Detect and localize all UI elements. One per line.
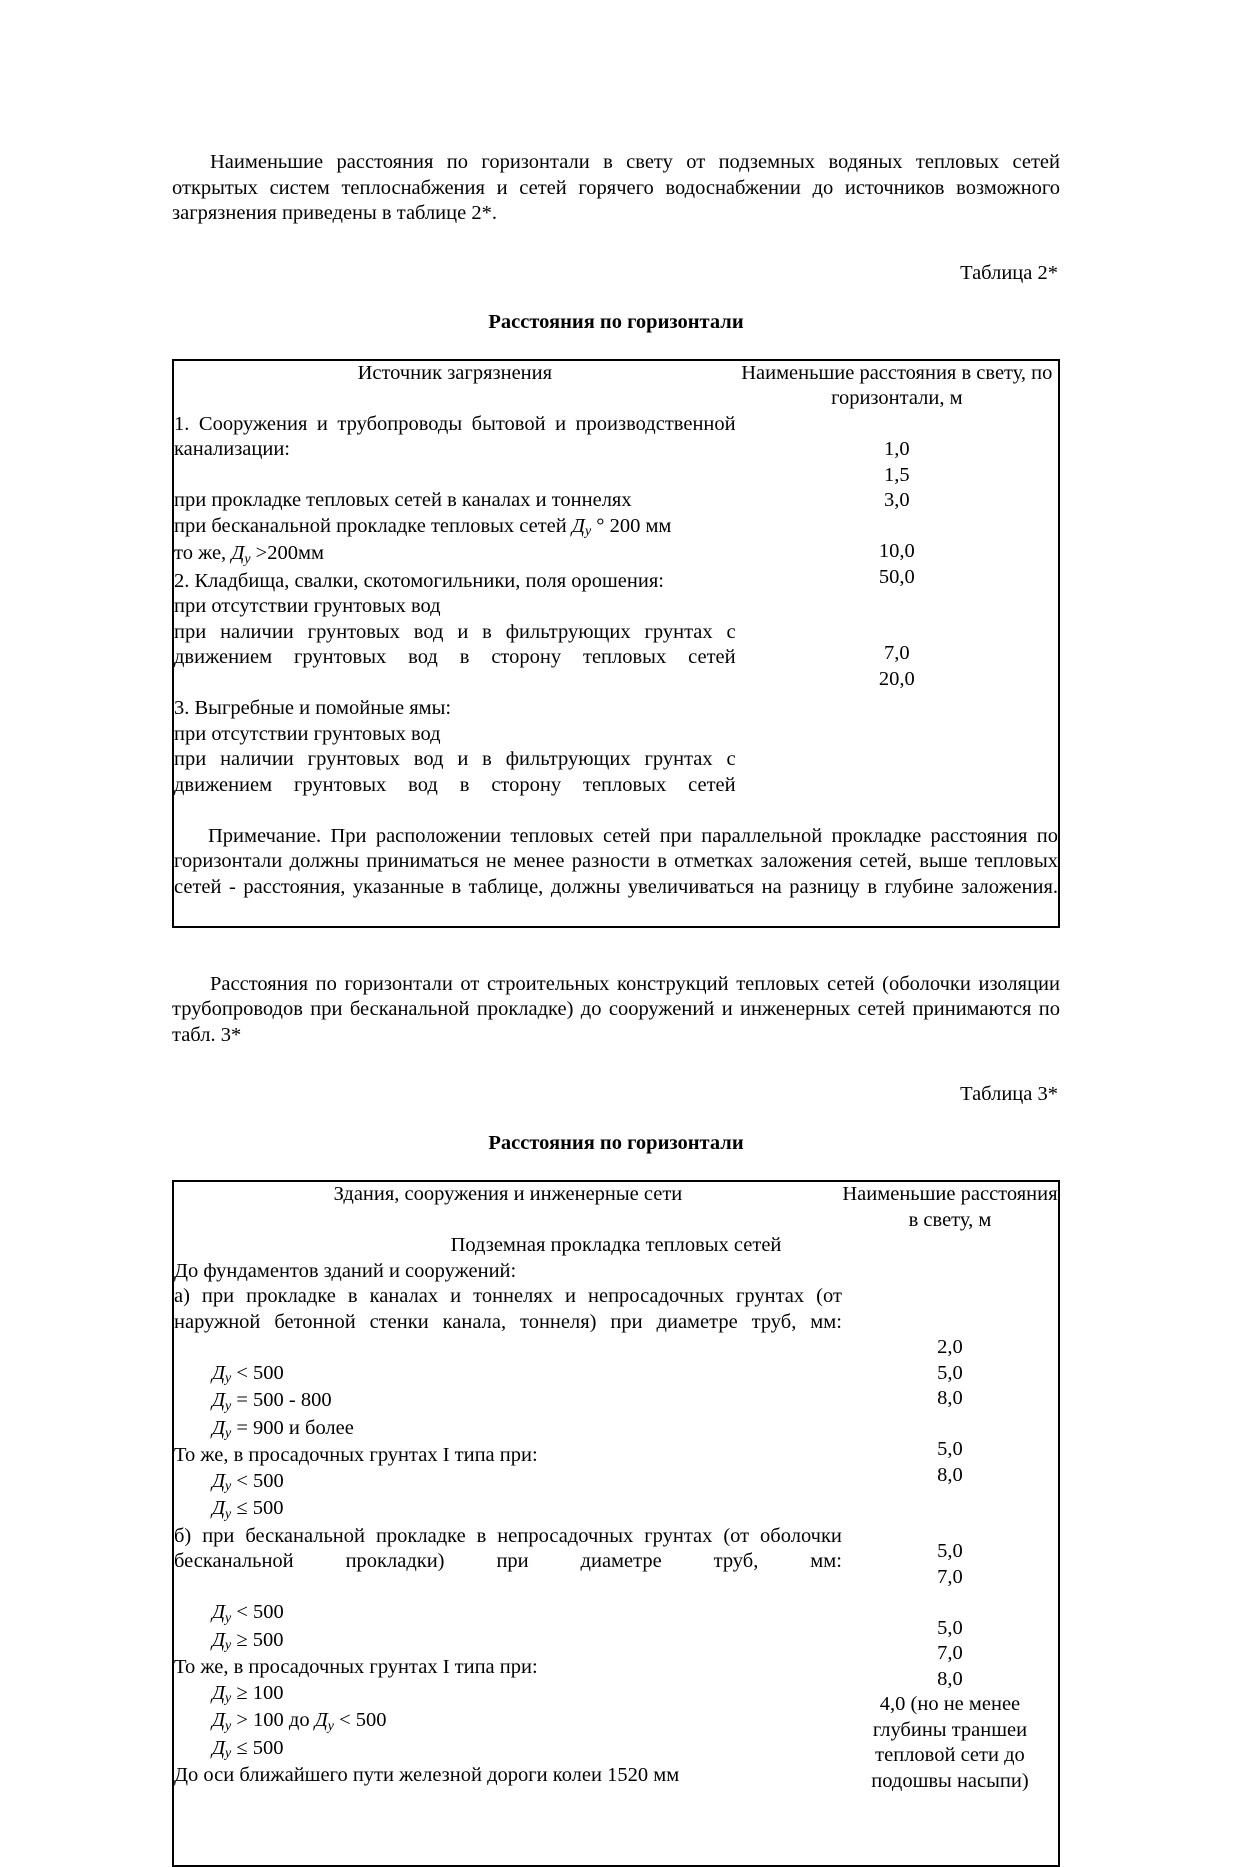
- table-row: при наличии грунтовых вод и в фильтрующих грунтах с движением грунтовых вод в сторону тепловых сетей: [174, 748, 736, 796]
- table3-value: 5,0: [937, 1616, 963, 1639]
- table2: [172, 359, 1060, 928]
- table-row: то же, $Д_у >200мм$: [174, 542, 324, 567]
- dy-symbol: $Д_у$: [212, 1736, 232, 1762]
- table3-object-column: [173, 1259, 842, 1867]
- table-row: при отсутствии грунтовых вод: [174, 722, 441, 745]
- table3-value: [842, 1488, 1058, 1514]
- table2-header-row: [173, 360, 1059, 412]
- dy-symbol: $Д_у$: [212, 1416, 232, 1442]
- table2-value: 1,5: [883, 463, 910, 486]
- dy-symbol: $Д_у$: [231, 542, 251, 567]
- table2-value: [736, 412, 1058, 438]
- table3-value-column: [842, 1259, 1059, 1867]
- table3-header-row: [173, 1181, 1059, 1233]
- table3-value: 7,0: [937, 1642, 963, 1664]
- table3-value: 2,0: [937, 1336, 963, 1358]
- table-row: $Д_у > 100$ до $Д_у < 500$: [212, 1709, 387, 1734]
- table2-value: [736, 514, 1058, 540]
- table-row: $Д_у \ge 100$: [212, 1681, 284, 1707]
- table2-value: 1,0: [883, 438, 910, 460]
- table2-header-right: [736, 360, 1059, 412]
- table3-header-left: Здания, сооружения и инженерные сети: [333, 1183, 683, 1205]
- table3-value: [842, 1412, 1058, 1438]
- table-row: 3. Выгребные и помойные ямы:: [174, 697, 452, 719]
- table2-body-row: [173, 412, 1059, 824]
- table-row: До фундаментов зданий и сооружений:: [174, 1259, 517, 1282]
- table2-value: 20,0: [878, 667, 915, 690]
- dy-symbol: $Д_у$: [212, 1601, 232, 1626]
- table-row: $Д_у = 900$ и более: [212, 1416, 354, 1442]
- table3-filler-line: [174, 1814, 842, 1840]
- table2-value: [736, 616, 1058, 642]
- table3-value: [842, 1310, 1058, 1336]
- table3-value: 8,0: [937, 1463, 963, 1486]
- table3-last-value-line: подошвы насыпи): [871, 1769, 1029, 1792]
- table-row: $Д_у < 500$: [212, 1601, 284, 1626]
- table-row: 1. Сооружения и трубопроводы бытовой и производственной канализации:: [174, 412, 736, 460]
- table3-header-right: [842, 1181, 1059, 1233]
- table-row: а) при прокладке в каналах и тоннелях и непросадочных грунтах (от наружной бетонной стенки канала, тоннеля) при диаметре труб, мм:: [174, 1285, 842, 1333]
- table2-value: 50,0: [878, 565, 915, 588]
- table3-value: 5,0: [937, 1540, 963, 1562]
- table-row: $Д_у \le 500$: [212, 1736, 284, 1762]
- dy-symbol: $Д_у$: [212, 1361, 232, 1387]
- table2-caption: Таблица 2*: [960, 261, 1058, 284]
- table3-title: Расстояния по горизонтали: [488, 1132, 744, 1154]
- table3-value: 5,0: [937, 1361, 963, 1384]
- table3-value-lines: [842, 1259, 1058, 1795]
- dy-symbol: $Д_у$: [212, 1628, 232, 1654]
- table3-body-row: [173, 1259, 1059, 1867]
- table3-value: 7,0: [937, 1565, 963, 1588]
- table-row: То же, в просадочных грунтах I типа при:: [174, 1444, 538, 1466]
- table3-value: [842, 1284, 1058, 1310]
- table3-object-lines: [174, 1259, 842, 1866]
- table3-value: [842, 1590, 1058, 1616]
- table2-value: 10,0: [878, 540, 915, 562]
- table2-header-left: Источник загрязнения: [357, 361, 553, 384]
- table2-source-lines: [174, 412, 736, 824]
- table3-value: [842, 1259, 1058, 1285]
- table-row: $Д_у < 500$: [212, 1469, 284, 1495]
- table2-title: Расстояния по горизонтали: [488, 310, 744, 333]
- dy-symbol: $Д_у$: [212, 1681, 232, 1707]
- table-row: б) при бесканальной прокладке в непросадочных грунтах (от оболочки бесканальной прокладки) при диаметре труб, мм:: [174, 1524, 842, 1572]
- table3-value: 8,0: [937, 1387, 963, 1409]
- table3-last-value-line: тепловой сети до: [875, 1744, 1025, 1766]
- table-row: при бесканальной прокладке тепловых сетей $Д_у$ ° 200 мм: [174, 514, 672, 540]
- dy-symbol: $Д_у$: [314, 1709, 334, 1734]
- table3-header-right-line1: Наименьшие: [842, 1183, 956, 1205]
- table3-filler-line: [174, 1789, 842, 1815]
- table2-value: 7,0: [883, 642, 910, 664]
- table3-last-value-line: глубины траншеи: [872, 1718, 1028, 1741]
- table3-filler-line: [174, 1840, 842, 1866]
- table3-value: 5,0: [937, 1438, 963, 1460]
- table2-value: 3,0: [883, 489, 910, 511]
- table-row: при прокладке тепловых сетей в каналах и тоннелях: [174, 489, 632, 511]
- table3-caption: Таблица 3*: [960, 1083, 1058, 1105]
- table2-source-column: [173, 412, 736, 824]
- table-row: 2. Кладбища, свалки, скотомогильники, поля орошения:: [174, 569, 664, 592]
- table3: [172, 1180, 1060, 1867]
- table2-note-row: [173, 824, 1059, 927]
- table3-section-heading: Подземная прокладка тепловых сетей: [450, 1234, 782, 1256]
- dy-symbol: $Д_у$: [212, 1497, 232, 1522]
- table3-last-value-line: 4,0 (но не менее: [879, 1693, 1021, 1715]
- table2-value: [736, 590, 1058, 616]
- table3-header-right-line2: расстояния в свету, м: [908, 1183, 1058, 1231]
- table3-value: 8,0: [937, 1667, 963, 1690]
- table3-section-heading-row: [173, 1233, 1059, 1259]
- table-row: То же, в просадочных грунтах I типа при:: [174, 1656, 538, 1678]
- dy-symbol: $Д_у$: [212, 1389, 232, 1414]
- table-row: $Д_у = 500 - 800$: [212, 1389, 332, 1414]
- table2-value-column: [736, 412, 1059, 824]
- table2-header-right-line2: свету, по горизонтали, м: [831, 361, 1053, 409]
- dy-symbol: $Д_у$: [212, 1709, 232, 1734]
- table-row: $Д_у < 500$: [212, 1361, 284, 1387]
- table-row: $Д_у \ge 500$: [212, 1628, 284, 1654]
- table-row: при наличии грунтовых вод и в фильтрующих грунтах с движением грунтовых вод в сторону тепловых сетей: [174, 620, 736, 668]
- table-row: при отсутствии грунтовых вод: [174, 595, 441, 617]
- table3-value: [842, 1514, 1058, 1540]
- table-row: $Д_у \le 500$: [212, 1497, 284, 1522]
- table2-value-lines: [736, 412, 1058, 693]
- intro-paragraph: Наименьшие расстояния по горизонтали в свету от подземных водяных тепловых сетей открытых систем теплоснабжения и сетей горячего водоснабжении до источников возможного загрязнения приведены в таблице 2*.: [172, 151, 1060, 224]
- table-row: До оси ближайшего пути железной дороги колеи 1520 мм: [174, 1764, 680, 1786]
- dy-symbol: $Д_у$: [571, 514, 592, 540]
- table2-header-right-line1: Наименьшие расстояния в: [741, 361, 972, 384]
- table2-note: Примечание. При расположении тепловых сетей при параллельной прокладке расстояния по горизонтали должны приниматься не менее разности в отметках заложения сетей, выше тепловых сетей - расстояния, указанные в таблице, должны увеличиваться на разницу в глубине заложения.: [174, 824, 1058, 898]
- middle-paragraph: Расстояния по горизонтали от строительных конструкций тепловых сетей (оболочки изоляции трубопроводов при бесканальной прокладке) до сооружений и инженерных сетей принимаются по табл. 3*: [172, 972, 1060, 1046]
- dy-symbol: $Д_у$: [212, 1469, 232, 1495]
